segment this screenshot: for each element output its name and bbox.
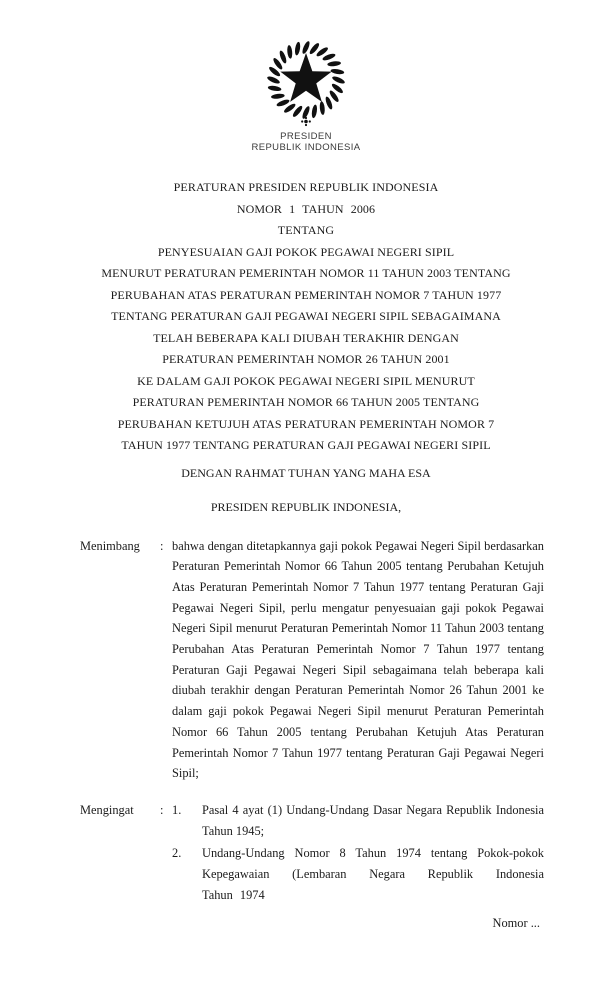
menimbang-paragraph: bahwa dengan ditetapkannya gaji pokok Pegawai Negeri Sipil berdasarkan Peraturan Pemerintah Nomor 66 Tahun 2005 tentang Perubahan Ketujuh Atas Peraturan Pemerintah Nomor 7 Tahun 1977 tentang Peraturan Gaji Pegawai Negeri Sipil, perlu mengatur penyesuaian gaji pokok Pegawai Negeri Sipil menurut Peraturan Pemerintah Nomor 11 Tahun 2003 tentang Perubahan Atas Peraturan Pemerintah Nomor 7 Tahun 1977 tentang Peraturan Gaji Pegawai Negeri Sipil sebagaimana telah beberapa kali diubah terakhir dengan Peraturan Pemerintah Nomor 26 Tahun 2001 ke dalam gaji pokok Pegawai Negeri Sipil menurut Peraturan Pemerintah Nomor 66 Tahun 2005 tentang Perubahan Ketujuh Atas Peraturan Pemerintah Nomor 7 Tahun 1977 tentang Peraturan Gaji Pegawai Negeri Sipil; [172,538,544,781]
clause-label-menimbang: Menimbang [80,538,140,553]
star-icon [280,53,331,102]
authority-line: PRESIDEN REPUBLIK INDONESIA, [210,500,402,514]
list-item-text-wrap [202,843,544,905]
list-item-number: 2. [172,846,182,861]
list-item [172,843,544,905]
clause-mengingat [80,800,612,906]
letterhead-republik-indonesia: REPUBLIK INDONESIA [251,142,361,153]
title-line: PERATURAN PEMERINTAH NOMOR 66 TAHUN 2005 TENTANG [132,395,480,409]
title-line: TENTANG [277,223,335,237]
title-line: PERATURAN PEMERINTAH NOMOR 26 TAHUN 2001 [162,352,450,366]
title-line: MENURUT PERATURAN PEMERINTAH NOMOR 11 TAHUN 2003 TENTANG [101,266,511,280]
title-line-number-year: NOMOR 1 TAHUN 2006 [236,201,376,216]
list-item-number: 1. [172,802,182,817]
presidential-seal-icon [261,36,351,128]
seal-bottom-ornament-icon [301,117,311,126]
clause-label-mengingat: Mengingat [80,802,134,817]
page-catchword: Nomor ... [492,916,540,931]
letterhead [0,0,612,153]
regulation-title [0,177,612,457]
list-item-text: Undang-Undang Nomor 8 Tahun 1974 tentang Pokok-pokok Kepegawaian (Lembaran Negara Republik Indonesia [202,846,544,882]
title-line: TELAH BEBERAPA KALI DIUBAH TERAKHIR DENGAN [153,330,459,345]
title-line: PENYESUAIAN GAJI POKOK PEGAWAI NEGERI SIPIL [157,244,455,259]
title-line: KE DALAM GAJI POKOK PEGAWAI NEGERI SIPIL MENURUT [137,373,475,388]
invocation-line: DENGAN RAHMAT TUHAN YANG MAHA ESA [181,465,431,480]
list-item-catchline: Tahun 1974 [202,887,265,902]
title-line: TENTANG PERATURAN GAJI PEGAWAI NEGERI SIPIL SEBAGAIMANA [111,309,501,323]
title-line: PERUBAHAN KETUJUH ATAS PERATURAN PEMERINTAH NOMOR 7 [117,416,495,431]
mengingat-list [172,800,544,906]
letterhead-presiden: PRESIDEN [280,131,332,142]
title-line: PERATURAN PRESIDEN REPUBLIK INDONESIA [173,180,439,194]
title-line: PERUBAHAN ATAS PERATURAN PEMERINTAH NOMOR 7 TAHUN 1977 [110,287,502,302]
clause-menimbang [80,536,612,784]
clause-colon: : [160,802,164,817]
list-item [172,800,544,841]
title-line: TAHUN 1977 TENTANG PERATURAN GAJI PEGAWAI NEGERI SIPIL [121,438,491,452]
clause-colon: : [160,538,164,553]
list-item-text: Pasal 4 ayat (1) Undang-Undang Dasar Negara Republik Indonesia Tahun 1945; [202,802,544,838]
